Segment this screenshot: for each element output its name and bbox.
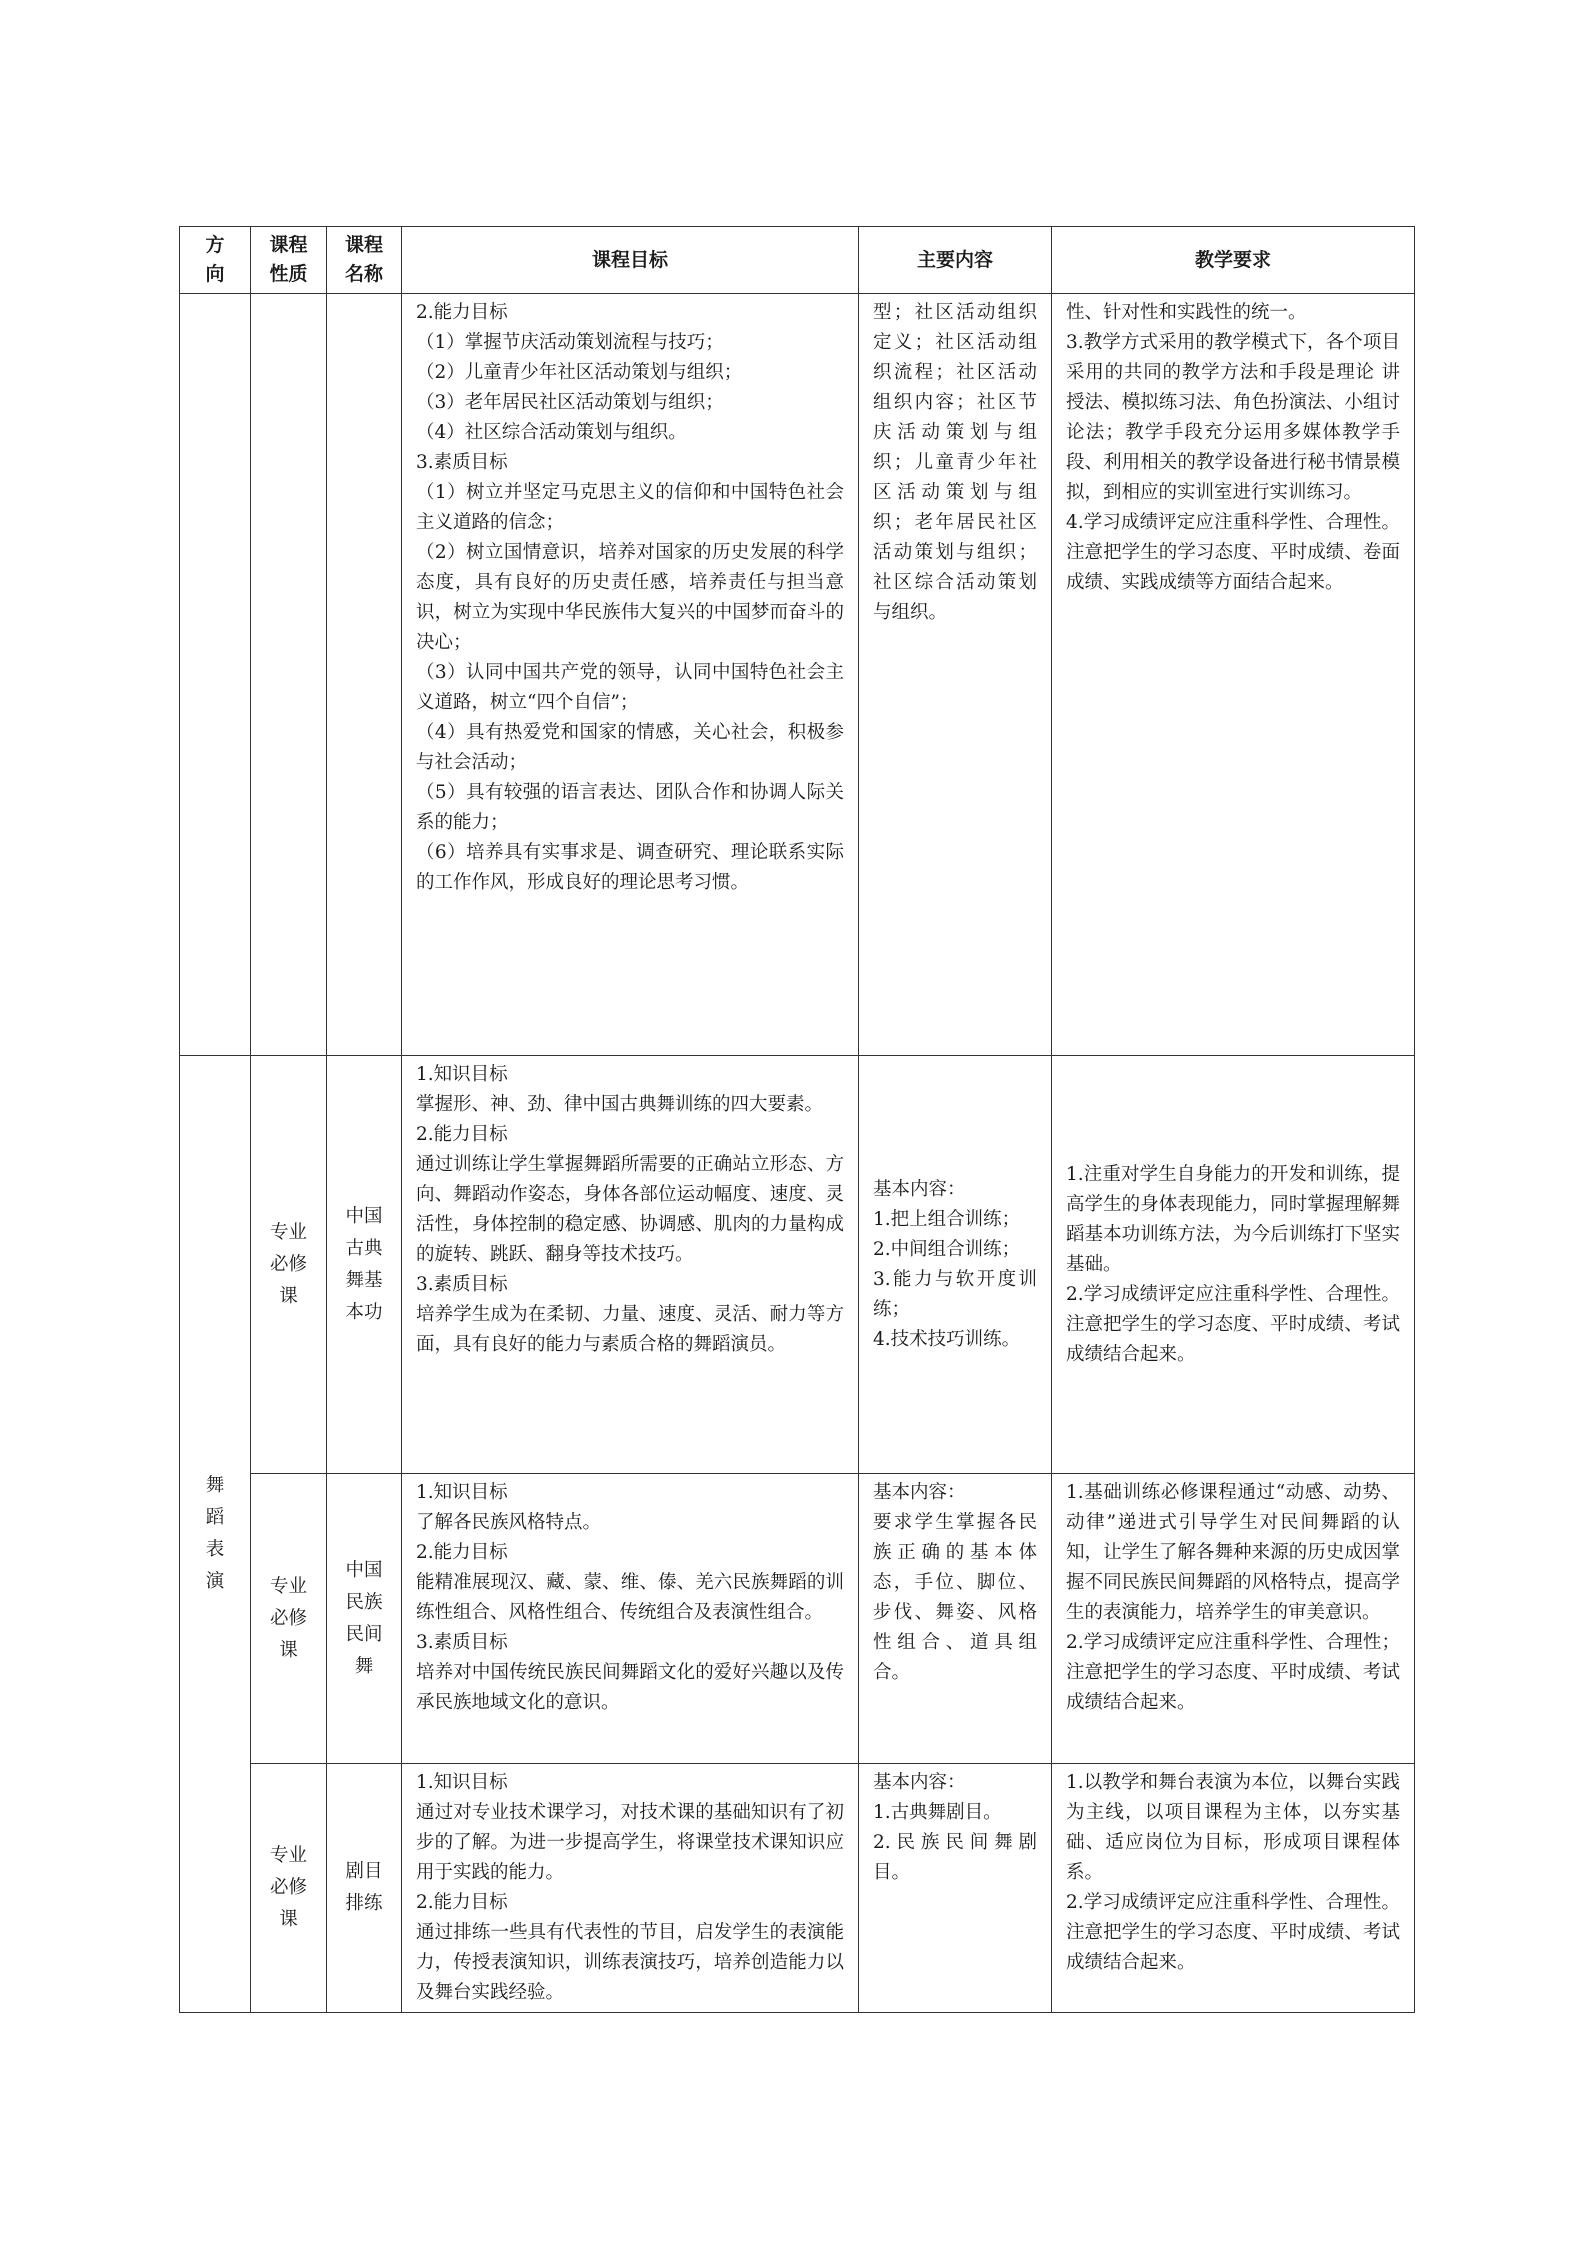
course-goal-cell: 1.知识目标 掌握形、神、劲、律中国古典舞训练的四大要素。 2.能力目标 通过训练让学生掌握舞蹈所需要的正确站立形态、方向、舞蹈动作姿态，身体各部位运动幅度、速度、灵活性，身体控制的稳定感、协调感、肌肉的力量构成的旋转、跳跃、翻身等技术技巧。 3.素质目标 培养学生成为在柔韧、力量、速度、灵活、耐力等方面，具有良好的能力与素质合格的舞蹈演员。 <box>402 1056 859 1474</box>
main-content-cell: 型；社区活动组织定义；社区活动组织流程；社区活动组织内容；社区节庆活动策划与组织；儿童青少年社区活动策划与组织；老年居民社区活动策划与组织；社区综合活动策划与组织。 <box>859 294 1052 1056</box>
course-nature-cell <box>251 1764 327 2013</box>
teaching-requirement-cell: 性、针对性和实践性的统一。 3.教学方式采用的教学模式下，各个项目采用的共同的教学方法和手段是理论 讲授法、模拟练习法、角色扮演法、小组讨论法；教学手段充分运用多媒体教学手段、利用相关的教学设备进行秘书情景模拟，到相应的实训室进行实训练习。 4.学习成绩评定应注重科学性、合理性。注意把学生的学习态度、平时成绩、卷面成绩、实践成绩等方面结合起来。 <box>1052 294 1415 1056</box>
course-name-cell <box>327 1474 402 1764</box>
course-nature-cell <box>251 294 327 1056</box>
course-goal-cell: 2.能力目标 （1）掌握节庆活动策划流程与技巧； （2）儿童青少年社区活动策划与组织； （3）老年居民社区活动策划与组织； （4）社区综合活动策划与组织。 3.素质目标 （1）树立并坚定马克思主义的信仰和中国特色社会主义道路的信念； （2）树立国情意识，培养对国家的历史发展的科学态度，具有良好的历史责任感，培养责任与担当意识，树立为实现中华民族伟大复兴的中国梦而奋斗的决心； （3）认同中国共产党的领导，认同中国特色社会主义道路，树立“四个自信”； （4）具有热爱党和国家的情感，关心社会，积极参与社会活动； （5）具有较强的语言表达、团队合作和协调人际关系的能力； （6）培养具有实事求是、调查研究、理论联系实际的工作作风，形成良好的理论思考习惯。 <box>402 294 859 1056</box>
direction-cell <box>180 1056 251 2013</box>
course-nature-cell <box>251 1474 327 1764</box>
header-course-name: 课程 名称 <box>327 227 402 294</box>
teaching-requirement-cell: 1.以教学和舞台表演为本位，以舞台实践为主线，以项目课程为主体，以夯实基础、适应岗位为目标，形成项目课程体系。 2.学习成绩评定应注重科学性、合理性。注意把学生的学习态度、平时成绩、考试成绩结合起来。 <box>1052 1764 1415 2013</box>
table-row <box>180 1056 1415 1474</box>
teaching-requirement-cell: 1.注重对学生自身能力的开发和训练，提高学生的身体表现能力，同时掌握理解舞蹈基本功训练方法，为今后训练打下坚实基础。 2.学习成绩评定应注重科学性、合理性。注意把学生的学习态度、平时成绩、考试成绩结合起来。 <box>1052 1056 1415 1474</box>
header-course-nature: 课程 性质 <box>251 227 327 294</box>
course-name-cell <box>327 1764 402 2013</box>
course-nature-label: 专业必修课 <box>270 1221 308 1307</box>
course-name-label: 中国古典舞基本功 <box>345 1205 383 1323</box>
main-content-cell: 基本内容： 1.把上组合训练； 2.中间组合训练； 3.能力与软开度训练； 4.技术技巧训练。 <box>859 1056 1052 1474</box>
document-page <box>179 226 1414 2013</box>
table-row <box>180 1764 1415 2013</box>
course-name-cell <box>327 1056 402 1474</box>
course-name-label: 剧目排练 <box>345 1861 383 1914</box>
header-direction: 方 向 <box>180 227 251 294</box>
main-content-cell: 基本内容： 1.古典舞剧目。 2.民族民间舞剧目。 <box>859 1764 1052 2013</box>
course-nature-label: 专业必修课 <box>270 1575 308 1661</box>
direction-cell <box>180 294 251 1056</box>
header-teaching-requirement: 教学要求 <box>1052 227 1415 294</box>
table-header-row <box>180 227 1415 294</box>
table-row <box>180 1474 1415 1764</box>
course-name-label: 中国民族民间舞 <box>345 1559 383 1677</box>
curriculum-table <box>179 226 1415 2013</box>
header-course-goal: 课程目标 <box>402 227 859 294</box>
direction-label: 舞蹈表演 <box>205 1475 225 1592</box>
course-name-cell <box>327 294 402 1056</box>
course-nature-cell <box>251 1056 327 1474</box>
main-content-cell: 基本内容： 要求学生掌握各民族正确的基本体态，手位、脚位、步伐、舞姿、风格性组合、道具组合。 <box>859 1474 1052 1764</box>
teaching-requirement-cell: 1.基础训练必修课程通过“动感、动势、动律”递进式引导学生对民间舞蹈的认知，让学生了解各舞种来源的历史成因掌握不同民族民间舞蹈的风格特点，提高学生的表演能力，培养学生的审美意识。 2.学习成绩评定应注重科学性、合理性；注意把学生的学习态度、平时成绩、考试成绩结合起来。 <box>1052 1474 1415 1764</box>
course-nature-label: 专业必修课 <box>270 1845 308 1930</box>
header-main-content: 主要内容 <box>859 227 1052 294</box>
table-row <box>180 294 1415 1056</box>
course-goal-cell: 1.知识目标 了解各民族风格特点。 2.能力目标 能精准展现汉、藏、蒙、维、傣、羌六民族舞蹈的训练性组合、风格性组合、传统组合及表演性组合。 3.素质目标 培养对中国传统民族民间舞蹈文化的爱好兴趣以及传承民族地域文化的意识。 <box>402 1474 859 1764</box>
course-goal-cell: 1.知识目标 通过对专业技术课学习，对技术课的基础知识有了初步的了解。为进一步提高学生，将课堂技术课知识应用于实践的能力。 2.能力目标 通过排练一些具有代表性的节目，启发学生的表演能力，传授表演知识，训练表演技巧，培养创造能力以及舞台实践经验。 <box>402 1764 859 2013</box>
